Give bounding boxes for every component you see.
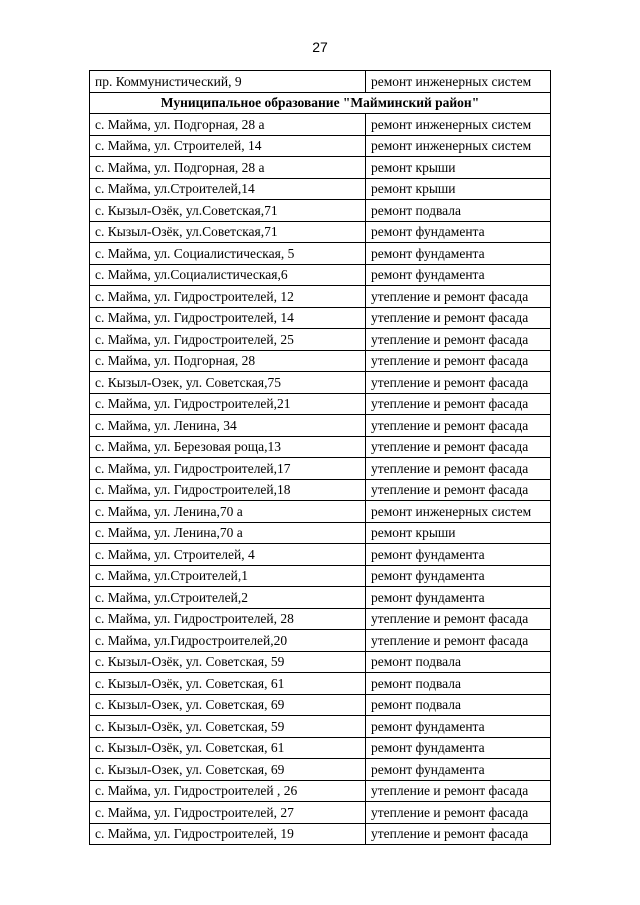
work-type-cell: утепление и ремонт фасада [366, 350, 551, 372]
address-cell: с. Кызыл-Озек, ул. Советская,75 [90, 372, 366, 394]
work-type-cell: ремонт подвала [366, 200, 551, 222]
address-cell: с. Кызыл-Озёк, ул. Советская, 59 [90, 651, 366, 673]
table-row [90, 114, 551, 136]
work-type-cell: утепление и ремонт фасада [366, 286, 551, 308]
address-cell: с. Майма, ул. Гидростроителей, 28 [90, 608, 366, 630]
table-row [90, 458, 551, 480]
section-title: Муниципальное образование "Майминский район" [90, 92, 551, 114]
address-cell: с. Кызыл-Озёк, ул. Советская, 61 [90, 673, 366, 695]
address-cell: с. Майма, ул.Строителей,2 [90, 587, 366, 609]
work-type-cell: ремонт фундамента [366, 264, 551, 286]
table-row [90, 372, 551, 394]
work-type-cell: утепление и ремонт фасада [366, 608, 551, 630]
table-row [90, 329, 551, 351]
address-cell: с. Майма, ул. Гидростроителей, 27 [90, 802, 366, 824]
table-row [90, 157, 551, 179]
table-row [90, 436, 551, 458]
work-type-cell: ремонт фундамента [366, 759, 551, 781]
table-row [90, 264, 551, 286]
table-row [90, 243, 551, 265]
address-cell: с. Кызыл-Озёк, ул. Советская, 61 [90, 737, 366, 759]
address-cell: с. Майма, ул. Строителей, 4 [90, 544, 366, 566]
work-type-cell: ремонт подвала [366, 651, 551, 673]
work-type-cell: ремонт подвала [366, 694, 551, 716]
table-row [90, 71, 551, 93]
table-row [90, 393, 551, 415]
address-cell: с. Майма, ул. Подгорная, 28 а [90, 157, 366, 179]
table-row [90, 737, 551, 759]
work-type-cell: утепление и ремонт фасада [366, 479, 551, 501]
table-row [90, 630, 551, 652]
work-type-cell: ремонт фундамента [366, 587, 551, 609]
work-type-cell: утепление и ремонт фасада [366, 436, 551, 458]
address-cell: с. Майма, ул. Ленина,70 а [90, 522, 366, 544]
table-row [90, 522, 551, 544]
work-type-cell: ремонт фундамента [366, 716, 551, 738]
repair-works-table-body [90, 71, 551, 845]
address-cell: с. Майма, ул.Социалистическая,6 [90, 264, 366, 286]
table-row [90, 501, 551, 523]
address-cell: пр. Коммунистический, 9 [90, 71, 366, 93]
work-type-cell: ремонт инженерных систем [366, 114, 551, 136]
work-type-cell: утепление и ремонт фасада [366, 823, 551, 845]
address-cell: с. Майма, ул. Гидростроителей, 12 [90, 286, 366, 308]
work-type-cell: утепление и ремонт фасада [366, 307, 551, 329]
work-type-cell: ремонт подвала [366, 673, 551, 695]
address-cell: с. Кызыл-Озёк, ул.Советская,71 [90, 221, 366, 243]
work-type-cell: ремонт фундамента [366, 544, 551, 566]
table-row [90, 608, 551, 630]
table-row [90, 802, 551, 824]
table-row [90, 651, 551, 673]
work-type-cell: утепление и ремонт фасада [366, 372, 551, 394]
address-cell: с. Майма, ул. Гидростроителей, 19 [90, 823, 366, 845]
table-row [90, 673, 551, 695]
table-row [90, 587, 551, 609]
address-cell: с. Майма, ул. Гидростроителей,17 [90, 458, 366, 480]
address-cell: с. Кызыл-Озёк, ул. Советская, 59 [90, 716, 366, 738]
table-row [90, 200, 551, 222]
address-cell: с. Майма, ул. Подгорная, 28 [90, 350, 366, 372]
address-cell: с. Майма, ул.Гидростроителей,20 [90, 630, 366, 652]
table-row [90, 716, 551, 738]
address-cell: с. Майма, ул. Гидростроителей,18 [90, 479, 366, 501]
work-type-cell: утепление и ремонт фасада [366, 630, 551, 652]
address-cell: с. Майма, ул. Ленина, 34 [90, 415, 366, 437]
table-row [90, 565, 551, 587]
address-cell: с. Кызыл-Озек, ул. Советская, 69 [90, 694, 366, 716]
table-row [90, 178, 551, 200]
work-type-cell: утепление и ремонт фасада [366, 329, 551, 351]
table-row [90, 307, 551, 329]
work-type-cell: ремонт крыши [366, 522, 551, 544]
work-type-cell: ремонт фундамента [366, 737, 551, 759]
work-type-cell: ремонт фундамента [366, 243, 551, 265]
work-type-cell: утепление и ремонт фасада [366, 780, 551, 802]
page-number: 27 [312, 39, 328, 55]
repair-works-table [89, 70, 551, 845]
table-row [90, 286, 551, 308]
table-row [90, 479, 551, 501]
work-type-cell: ремонт инженерных систем [366, 501, 551, 523]
address-cell: с. Кызыл-Озёк, ул.Советская,71 [90, 200, 366, 222]
work-type-cell: утепление и ремонт фасада [366, 458, 551, 480]
table-row [90, 544, 551, 566]
table-row [90, 135, 551, 157]
address-cell: с. Майма, ул. Гидростроителей, 25 [90, 329, 366, 351]
table-row [90, 823, 551, 845]
work-type-cell: утепление и ремонт фасада [366, 802, 551, 824]
table-row [90, 759, 551, 781]
work-type-cell: ремонт инженерных систем [366, 71, 551, 93]
address-cell: с. Майма, ул. Гидростроителей,21 [90, 393, 366, 415]
work-type-cell: утепление и ремонт фасада [366, 415, 551, 437]
address-cell: с. Майма, ул.Строителей,1 [90, 565, 366, 587]
work-type-cell: утепление и ремонт фасада [366, 393, 551, 415]
address-cell: с. Майма, ул. Подгорная, 28 а [90, 114, 366, 136]
address-cell: с. Кызыл-Озек, ул. Советская, 69 [90, 759, 366, 781]
address-cell: с. Майма, ул. Гидростроителей , 26 [90, 780, 366, 802]
table-row [90, 350, 551, 372]
address-cell: с. Майма, ул. Социалистическая, 5 [90, 243, 366, 265]
address-cell: с. Майма, ул. Гидростроителей, 14 [90, 307, 366, 329]
table-row [90, 221, 551, 243]
table-row [90, 780, 551, 802]
address-cell: с. Майма, ул. Березовая роща,13 [90, 436, 366, 458]
table-row [90, 694, 551, 716]
work-type-cell: ремонт инженерных систем [366, 135, 551, 157]
work-type-cell: ремонт фундамента [366, 565, 551, 587]
address-cell: с. Майма, ул.Строителей,14 [90, 178, 366, 200]
address-cell: с. Майма, ул. Строителей, 14 [90, 135, 366, 157]
section-header-row [90, 92, 551, 114]
address-cell: с. Майма, ул. Ленина,70 а [90, 501, 366, 523]
table-row [90, 415, 551, 437]
work-type-cell: ремонт фундамента [366, 221, 551, 243]
work-type-cell: ремонт крыши [366, 178, 551, 200]
work-type-cell: ремонт крыши [366, 157, 551, 179]
